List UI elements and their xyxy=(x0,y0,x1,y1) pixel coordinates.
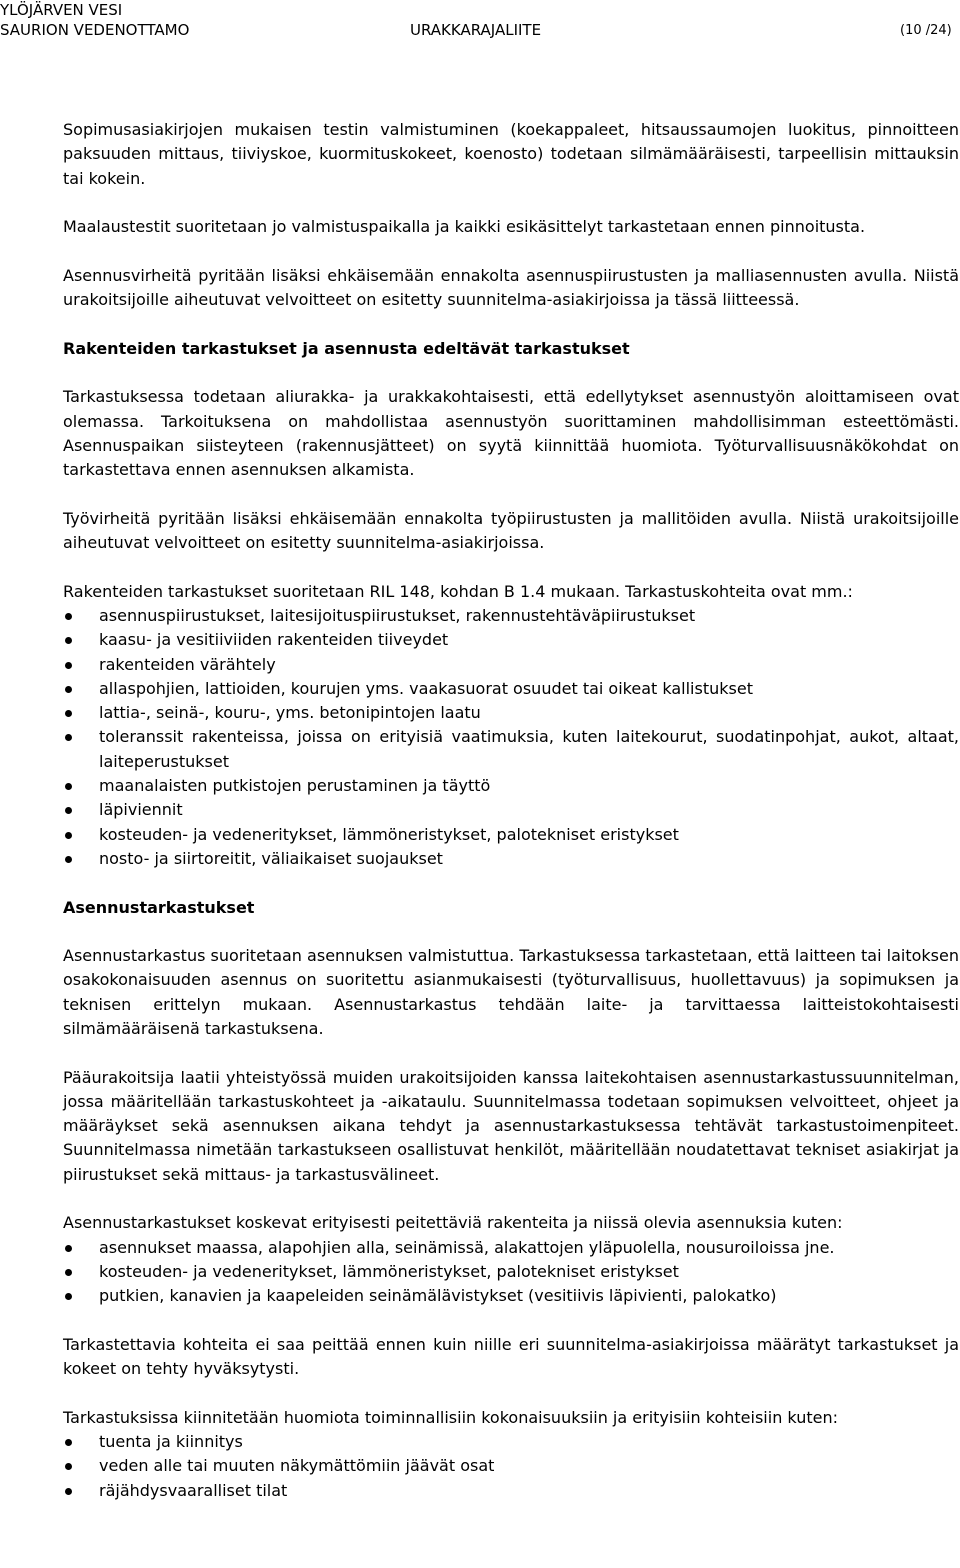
paragraph-paint-tests: Maalaustestit suoritetaan jo valmistuspaikalla ja kaikki esikäsittelyt tarkastetaan ennen pinnoitusta. xyxy=(63,217,866,237)
bullet-icon xyxy=(65,1293,72,1300)
heading-structure-inspections: Rakenteiden tarkastukset ja asennusta edeltävät tarkastukset xyxy=(63,338,630,358)
list-item-text: kosteuden- ja vedeneritykset, lämmöneristykset, palotekniset eristykset xyxy=(99,1261,679,1281)
list-item-text: nosto- ja siirtoreitit, väliaikaiset suojaukset xyxy=(99,848,443,868)
paragraph-test-completion: Sopimusasiakirjojen mukaisen testin valmistuminen (koekappaleet, hitsaussaumojen luokitus, pinnoitteen paksuuden mittaus, tiiviyskoe, kuormituskokeet, koenosto) todetaan silmämääräisesti, tarpeellisin mittauksin tai kokein. xyxy=(63,120,959,188)
list-item-text: maanalaisten putkistojen perustaminen ja täyttö xyxy=(99,776,491,796)
list-item xyxy=(63,1236,959,1260)
list-item xyxy=(63,604,959,628)
list-item xyxy=(63,1430,959,1454)
list-item-text: läpiviennit xyxy=(99,800,183,820)
list-item xyxy=(63,1260,959,1284)
list-item-text: lattia-, seinä-, kouru-, yms. betonipintojen laatu xyxy=(99,703,481,723)
header-page-number: (10 /24) xyxy=(900,23,952,38)
bullet-icon xyxy=(65,1463,72,1470)
list-item xyxy=(63,1479,959,1503)
attention-targets-list xyxy=(63,1430,959,1503)
list-item xyxy=(63,701,959,725)
heading-installation-inspections: Asennustarkastukset xyxy=(63,897,255,917)
bullet-icon xyxy=(65,637,72,644)
list-item xyxy=(63,847,959,871)
header-document-title: URAKKARAJALIITE xyxy=(410,21,542,39)
list-item xyxy=(63,677,959,701)
paragraph-installation-errors: Asennusvirheitä pyritään lisäksi ehkäisemään ennakolta asennuspiirustusten ja malliasennusten avulla. Niistä urakoitsijoille aiheutuvat velvoitteet on esitetty suunnitelma-asiakirjoissa ja tässä liitteessä. xyxy=(63,265,959,310)
bullet-icon xyxy=(65,1488,72,1495)
bullet-icon xyxy=(65,807,72,814)
list-item-text: veden alle tai muuten näkymättömiin jäävät osat xyxy=(99,1456,495,1476)
paragraph-inspection-purpose: Tarkastuksessa todetaan aliurakka- ja urakkakohtaisesti, että edellytykset asennustyön aloittamiseen ovat olemassa. Tarkoituksena on mahdollistaa asennustyön suorittaminen mahdollisimman esteettömästi. Asennuspaikan siisteyteen (rakennusjätteet) on syytä kiinnittää huomiota. Työturvallisuusnäkökohdat on tarkastettava ennen asennuksen alkamista. xyxy=(63,387,959,480)
bullet-icon xyxy=(65,686,72,693)
paragraph-inspection-targets-intro: Rakenteiden tarkastukset suoritetaan RIL 148, kohdan B 1.4 mukaan. Tarkastuskohteita ovat mm.: xyxy=(63,581,853,601)
bullet-icon xyxy=(65,1245,72,1252)
list-item-text: toleranssit rakenteissa, joissa on erityisiä vaatimuksia, kuten laitekourut, suodatinpohjat, aukot, altaat, laiteperustukset xyxy=(99,727,959,771)
paragraph-covered-structures-intro: Asennustarkastukset koskevat erityisesti peitettäviä rakenteita ja niissä olevia asennuksia kuten: xyxy=(63,1213,843,1233)
covered-structures-list xyxy=(63,1236,959,1309)
list-item xyxy=(63,798,959,822)
document-body xyxy=(63,118,959,1527)
list-item xyxy=(63,653,959,677)
list-item-text: kosteuden- ja vedeneritykset, lämmöneristykset, palotekniset eristykset xyxy=(99,824,679,844)
bullet-icon xyxy=(65,613,72,620)
list-item-text: asennuspiirustukset, laitesijoituspiirustukset, rakennustehtäväpiirustukset xyxy=(99,605,696,625)
list-item-text: putkien, kanavien ja kaapeleiden seinämälävistykset (vesitiivis läpivienti, palokatko) xyxy=(99,1286,777,1306)
list-item xyxy=(63,1284,959,1308)
bullet-icon xyxy=(65,783,72,790)
list-item xyxy=(63,1454,959,1478)
list-item-text: allaspohjien, lattioiden, kourujen yms. vaakasuorat osuudet tai oikeat kallistukset xyxy=(99,678,753,698)
header-plant: SAURION VEDENOTTAMO xyxy=(0,21,190,39)
list-item xyxy=(63,823,959,847)
list-item-text: asennukset maassa, alapohjien alla, seinämissä, alakattojen yläpuolella, nousuroiloissa jne. xyxy=(99,1237,835,1257)
list-item xyxy=(63,628,959,652)
list-item xyxy=(63,774,959,798)
list-item-text: räjähdysvaaralliset tilat xyxy=(99,1480,288,1500)
bullet-icon xyxy=(65,710,72,717)
bullet-icon xyxy=(65,856,72,863)
paragraph-attention-targets-intro: Tarkastuksissa kiinnitetään huomiota toiminnallisiin kokonaisuuksiin ja erityisiin kohteisiin kuten: xyxy=(63,1407,838,1427)
list-item-text: tuenta ja kiinnitys xyxy=(99,1432,243,1452)
bullet-icon xyxy=(65,662,72,669)
list-item-text: rakenteiden värähtely xyxy=(99,654,276,674)
paragraph-installation-inspection: Asennustarkastus suoritetaan asennuksen valmistuttua. Tarkastuksessa tarkastetaan, että laitteen tai laitoksen osakokonaisuuden asennus on suoritettu asianmukaisesti (työturvallisuus, huollettavuus) ja sopimuksen ja teknisen erittelyn mukaan. Asennustarkastus tehdään laite- ja tarvittaessa laitteistokohtaisesti silmämääräisenä tarkastuksena. xyxy=(63,946,959,1038)
paragraph-inspection-plan: Pääurakoitsija laatii yhteistyössä muiden urakoitsijoiden kanssa laitekohtaisen asennustarkastussuunnitelman, jossa määritellään tarkastuskohteet ja -aikataulu. Suunnitelmassa todetaan sopimuksen velvoitteet, ohjeet ja määräykset sekä asennuksen aikana tehdyt ja asennustarkastuksessa tehtävät tarkastustoimenpiteet. Suunnitelmassa nimetään tarkastukseen osallistuvat henkilöt, määritellään noudatettavat tekniset asiakirjat ja piirustukset sekä mittaus- ja tarkastusvälineet. xyxy=(63,1067,959,1184)
header-organization: YLÖJÄRVEN VESI xyxy=(0,1,123,19)
paragraph-work-errors: Työvirheitä pyritään lisäksi ehkäisemään ennakolta työpiirustusten ja mallitöiden avulla. Niistä urakoitsijoille aiheutuvat velvoitteet on esitetty suunnitelma-asiakirjoissa. xyxy=(63,508,959,553)
bullet-icon xyxy=(65,1439,72,1446)
bullet-icon xyxy=(65,1269,72,1276)
list-item-text: kaasu- ja vesitiiviiden rakenteiden tiiveydet xyxy=(99,630,449,650)
paragraph-no-covering: Tarkastettavia kohteita ei saa peittää ennen kuin niille eri suunnitelma-asiakirjoissa määrätyt tarkastukset ja kokeet on tehty hyväksytysti. xyxy=(63,1334,959,1379)
bullet-icon xyxy=(65,832,72,839)
bullet-icon xyxy=(65,734,72,741)
inspection-targets-list xyxy=(63,604,959,871)
list-item xyxy=(63,725,959,774)
